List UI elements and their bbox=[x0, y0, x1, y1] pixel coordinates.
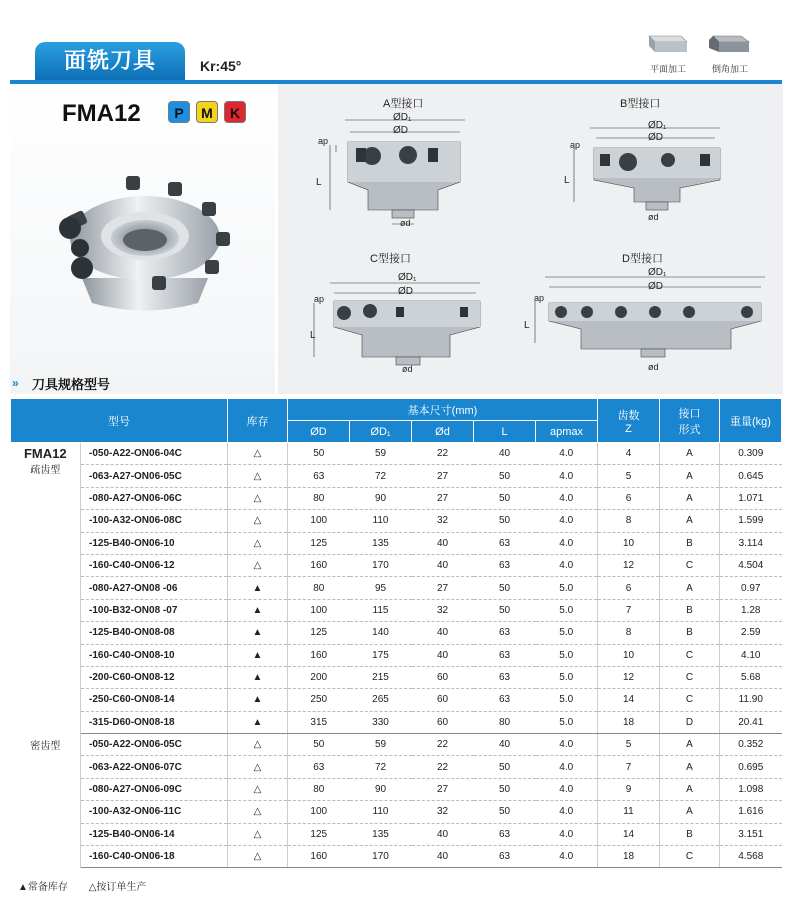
table-row bbox=[11, 510, 782, 532]
D1-cell: 215 bbox=[350, 666, 412, 688]
d-cell: 32 bbox=[412, 599, 474, 621]
drawing-d-bore-label: ød bbox=[648, 362, 659, 372]
z-cell: 14 bbox=[598, 689, 660, 711]
D-cell: 63 bbox=[288, 465, 350, 487]
model-cell: -100-A32-ON06-11C bbox=[81, 801, 228, 823]
d-cell: 40 bbox=[412, 622, 474, 644]
d-cell: 27 bbox=[412, 577, 474, 599]
iface-cell: A bbox=[660, 756, 720, 778]
z-cell: 8 bbox=[598, 622, 660, 644]
iface-cell: C bbox=[660, 846, 720, 868]
w-cell: 0.645 bbox=[720, 465, 782, 487]
table-row bbox=[11, 778, 782, 800]
D1-cell: 110 bbox=[350, 801, 412, 823]
model-cell: -160-C40-ON08-10 bbox=[81, 644, 228, 666]
L-cell: 63 bbox=[474, 823, 536, 845]
chamfer-milling-label: 倒角加工 bbox=[711, 64, 748, 74]
z-cell: 5 bbox=[598, 465, 660, 487]
drawing-a-l-label: L bbox=[316, 177, 322, 188]
header-teeth-line1: 齿数 bbox=[617, 409, 640, 422]
D-cell: 160 bbox=[288, 846, 350, 868]
ap-cell: 5.0 bbox=[536, 689, 598, 711]
model-cell: -160-C40-ON06-18 bbox=[81, 846, 228, 868]
stock-cell: ▲ bbox=[228, 711, 288, 733]
ap-cell: 4.0 bbox=[536, 823, 598, 845]
d-cell: 40 bbox=[412, 532, 474, 554]
iface-cell: A bbox=[660, 734, 720, 756]
D1-cell: 90 bbox=[350, 778, 412, 800]
D-cell: 100 bbox=[288, 599, 350, 621]
D1-cell: 170 bbox=[350, 554, 412, 576]
w-cell: 2.59 bbox=[720, 622, 782, 644]
ap-cell: 5.0 bbox=[536, 644, 598, 666]
legend bbox=[18, 878, 146, 893]
D1-cell: 72 bbox=[350, 756, 412, 778]
d-cell: 22 bbox=[412, 734, 474, 756]
w-cell: 1.28 bbox=[720, 599, 782, 621]
D1-cell: 170 bbox=[350, 846, 412, 868]
w-cell: 1.616 bbox=[720, 801, 782, 823]
z-cell: 8 bbox=[598, 510, 660, 532]
z-cell: 9 bbox=[598, 778, 660, 800]
table-row bbox=[11, 734, 782, 756]
stock-cell: △ bbox=[228, 846, 288, 868]
stock-cell: △ bbox=[228, 465, 288, 487]
stock-cell: △ bbox=[228, 823, 288, 845]
ap-cell: 4.0 bbox=[536, 801, 598, 823]
model-cell: -050-A22-ON06-05C bbox=[81, 734, 228, 756]
stock-cell: △ bbox=[228, 801, 288, 823]
w-cell: 4.568 bbox=[720, 846, 782, 868]
model-cell: -125-B40-ON08-08 bbox=[81, 622, 228, 644]
flat-milling-label: 平面加工 bbox=[649, 64, 686, 74]
D1-cell: 330 bbox=[350, 711, 412, 733]
stock-cell: ▲ bbox=[228, 689, 288, 711]
d-cell: 32 bbox=[412, 510, 474, 532]
D-cell: 80 bbox=[288, 577, 350, 599]
L-cell: 50 bbox=[474, 599, 536, 621]
stock-cell: △ bbox=[228, 756, 288, 778]
ap-cell: 4.0 bbox=[536, 756, 598, 778]
drawing-b-l-label: L bbox=[564, 175, 570, 186]
ap-cell: 4.0 bbox=[536, 846, 598, 868]
drawing-title-d: D型接口 bbox=[622, 253, 663, 265]
spec-table bbox=[10, 398, 782, 868]
d-cell: 27 bbox=[412, 778, 474, 800]
iface-cell: A bbox=[660, 778, 720, 800]
iface-cell: A bbox=[660, 443, 720, 465]
drawing-a-bore-label: ød bbox=[400, 218, 411, 228]
chevron-right-icon: » bbox=[12, 376, 19, 390]
model-cell: -063-A27-ON06-05C bbox=[81, 465, 228, 487]
L-cell: 40 bbox=[474, 443, 536, 465]
drawing-d-l-label: L bbox=[524, 320, 530, 331]
L-cell: 63 bbox=[474, 666, 536, 688]
z-cell: 12 bbox=[598, 666, 660, 688]
table-row bbox=[11, 599, 782, 621]
header-interface bbox=[660, 399, 720, 443]
D1-cell: 59 bbox=[350, 734, 412, 756]
drawing-c-d-label: ØD bbox=[398, 286, 413, 297]
table-row bbox=[11, 465, 782, 487]
series-cell bbox=[11, 734, 81, 868]
d-cell: 40 bbox=[412, 644, 474, 666]
stock-cell: ▲ bbox=[228, 644, 288, 666]
stock-cell: ▲ bbox=[228, 666, 288, 688]
L-cell: 63 bbox=[474, 554, 536, 576]
stock-cell: ▲ bbox=[228, 599, 288, 621]
d-cell: 22 bbox=[412, 443, 474, 465]
drawing-a-interface bbox=[300, 110, 480, 235]
ap-cell: 4.0 bbox=[536, 532, 598, 554]
table-row bbox=[11, 689, 782, 711]
D-cell: 80 bbox=[288, 778, 350, 800]
D1-cell: 59 bbox=[350, 443, 412, 465]
table-row bbox=[11, 666, 782, 688]
model-cell: -200-C60-ON08-12 bbox=[81, 666, 228, 688]
header-interface-line1: 接口 bbox=[678, 407, 701, 420]
header-dims: 基本尺寸(mm) bbox=[288, 399, 598, 421]
header-teeth-line2: Z bbox=[625, 422, 632, 435]
D-cell: 100 bbox=[288, 510, 350, 532]
d-cell: 40 bbox=[412, 823, 474, 845]
w-cell: 0.309 bbox=[720, 443, 782, 465]
D-cell: 50 bbox=[288, 443, 350, 465]
L-cell: 50 bbox=[474, 778, 536, 800]
series-name: FMA12 bbox=[23, 446, 67, 461]
d-cell: 32 bbox=[412, 801, 474, 823]
L-cell: 50 bbox=[474, 510, 536, 532]
material-badge-k: K bbox=[224, 101, 246, 123]
D1-cell: 115 bbox=[350, 599, 412, 621]
w-cell: 0.695 bbox=[720, 756, 782, 778]
L-cell: 63 bbox=[474, 846, 536, 868]
table-row bbox=[11, 711, 782, 733]
w-cell: 5.68 bbox=[720, 666, 782, 688]
w-cell: 3.151 bbox=[720, 823, 782, 845]
D-cell: 80 bbox=[288, 487, 350, 509]
stock-cell: △ bbox=[228, 443, 288, 465]
ap-cell: 4.0 bbox=[536, 510, 598, 532]
ap-cell: 4.0 bbox=[536, 443, 598, 465]
product-name: FMA12 bbox=[62, 100, 141, 127]
stock-cell: △ bbox=[228, 510, 288, 532]
z-cell: 6 bbox=[598, 487, 660, 509]
iface-cell: C bbox=[660, 554, 720, 576]
table-row bbox=[11, 756, 782, 778]
material-badge-m: M bbox=[196, 101, 218, 123]
L-cell: 50 bbox=[474, 577, 536, 599]
L-cell: 50 bbox=[474, 801, 536, 823]
z-cell: 10 bbox=[598, 532, 660, 554]
L-cell: 63 bbox=[474, 622, 536, 644]
drawing-b-d1-label: ØD₁ bbox=[648, 120, 667, 131]
header-d: ØD bbox=[288, 421, 350, 443]
z-cell: 18 bbox=[598, 846, 660, 868]
table-row bbox=[11, 443, 782, 465]
model-cell: -125-B40-ON06-10 bbox=[81, 532, 228, 554]
iface-cell: B bbox=[660, 622, 720, 644]
D-cell: 100 bbox=[288, 801, 350, 823]
table-row bbox=[11, 644, 782, 666]
spec-heading: 刀具规格型号 bbox=[32, 377, 111, 392]
D1-cell: 90 bbox=[350, 487, 412, 509]
w-cell: 1.599 bbox=[720, 510, 782, 532]
model-cell: -080-A27-ON06-09C bbox=[81, 778, 228, 800]
ap-cell: 5.0 bbox=[536, 577, 598, 599]
iface-cell: B bbox=[660, 599, 720, 621]
drawing-d-d1-label: ØD₁ bbox=[648, 267, 667, 278]
ap-cell: 5.0 bbox=[536, 599, 598, 621]
model-cell: -050-A22-ON06-04C bbox=[81, 443, 228, 465]
drawing-a-d1-label: ØD₁ bbox=[393, 112, 412, 123]
L-cell: 63 bbox=[474, 532, 536, 554]
model-cell: -100-A32-ON06-08C bbox=[81, 510, 228, 532]
z-cell: 11 bbox=[598, 801, 660, 823]
ap-cell: 4.0 bbox=[536, 465, 598, 487]
D1-cell: 265 bbox=[350, 689, 412, 711]
table-row bbox=[11, 487, 782, 509]
drawing-c-bore-label: ød bbox=[402, 364, 413, 374]
d-cell: 60 bbox=[412, 689, 474, 711]
w-cell: 11.90 bbox=[720, 689, 782, 711]
table-row bbox=[11, 823, 782, 845]
D1-cell: 135 bbox=[350, 823, 412, 845]
drawing-title-b: B型接口 bbox=[620, 98, 661, 110]
header-l: L bbox=[474, 421, 536, 443]
table-row bbox=[11, 801, 782, 823]
stock-cell: △ bbox=[228, 778, 288, 800]
D-cell: 200 bbox=[288, 666, 350, 688]
header-teeth bbox=[598, 399, 660, 443]
iface-cell: C bbox=[660, 666, 720, 688]
z-cell: 12 bbox=[598, 554, 660, 576]
legend-order: △按订单生产 bbox=[88, 882, 147, 893]
iface-cell: A bbox=[660, 487, 720, 509]
w-cell: 3.114 bbox=[720, 532, 782, 554]
D-cell: 125 bbox=[288, 823, 350, 845]
header-bore: Ød bbox=[412, 421, 474, 443]
model-cell: -080-A27-ON06-06C bbox=[81, 487, 228, 509]
D-cell: 125 bbox=[288, 622, 350, 644]
D-cell: 50 bbox=[288, 734, 350, 756]
model-cell: -250-C60-ON08-14 bbox=[81, 689, 228, 711]
z-cell: 4 bbox=[598, 443, 660, 465]
D1-cell: 110 bbox=[350, 510, 412, 532]
w-cell: 4.504 bbox=[720, 554, 782, 576]
stock-cell: △ bbox=[228, 734, 288, 756]
drawing-title-c: C型接口 bbox=[370, 253, 411, 265]
drawing-d-d-label: ØD bbox=[648, 281, 663, 292]
w-cell: 1.098 bbox=[720, 778, 782, 800]
flat-milling-icon bbox=[643, 30, 691, 54]
L-cell: 63 bbox=[474, 644, 536, 666]
d-cell: 40 bbox=[412, 554, 474, 576]
table-row bbox=[11, 532, 782, 554]
z-cell: 7 bbox=[598, 756, 660, 778]
d-cell: 27 bbox=[412, 465, 474, 487]
L-cell: 80 bbox=[474, 711, 536, 733]
d-cell: 27 bbox=[412, 487, 474, 509]
iface-cell: A bbox=[660, 801, 720, 823]
header-ap: apmax bbox=[536, 421, 598, 443]
face-mill-photo bbox=[40, 168, 250, 318]
stock-cell: ▲ bbox=[228, 622, 288, 644]
header-d1: ØD₁ bbox=[350, 421, 412, 443]
D1-cell: 140 bbox=[350, 622, 412, 644]
table-row bbox=[11, 577, 782, 599]
iface-cell: B bbox=[660, 823, 720, 845]
ap-cell: 4.0 bbox=[536, 734, 598, 756]
table-row bbox=[11, 846, 782, 868]
D1-cell: 175 bbox=[350, 644, 412, 666]
L-cell: 63 bbox=[474, 689, 536, 711]
page-title: 面铣刀具 bbox=[35, 42, 185, 80]
d-cell: 22 bbox=[412, 756, 474, 778]
series-type: 密齿型 bbox=[30, 740, 61, 752]
drawing-c-l-label: L bbox=[310, 330, 316, 341]
w-cell: 4.10 bbox=[720, 644, 782, 666]
D-cell: 63 bbox=[288, 756, 350, 778]
model-cell: -125-B40-ON06-14 bbox=[81, 823, 228, 845]
model-cell: -080-A27-ON08 -06 bbox=[81, 577, 228, 599]
D1-cell: 72 bbox=[350, 465, 412, 487]
drawing-c-d1-label: ØD₁ bbox=[398, 272, 417, 283]
L-cell: 50 bbox=[474, 756, 536, 778]
iface-cell: A bbox=[660, 465, 720, 487]
header-stock: 库存 bbox=[228, 399, 288, 443]
header-interface-line2: 形式 bbox=[678, 423, 701, 436]
L-cell: 50 bbox=[474, 487, 536, 509]
D1-cell: 95 bbox=[350, 577, 412, 599]
D-cell: 160 bbox=[288, 554, 350, 576]
ap-cell: 4.0 bbox=[536, 778, 598, 800]
D-cell: 315 bbox=[288, 711, 350, 733]
header-weight: 重量(kg) bbox=[720, 399, 782, 443]
D-cell: 160 bbox=[288, 644, 350, 666]
L-cell: 50 bbox=[474, 465, 536, 487]
w-cell: 0.352 bbox=[720, 734, 782, 756]
iface-cell: D bbox=[660, 711, 720, 733]
w-cell: 20.41 bbox=[720, 711, 782, 733]
d-cell: 40 bbox=[412, 846, 474, 868]
iface-cell: B bbox=[660, 532, 720, 554]
drawing-b-d-label: ØD bbox=[648, 132, 663, 143]
z-cell: 6 bbox=[598, 577, 660, 599]
ap-cell: 5.0 bbox=[536, 666, 598, 688]
d-cell: 60 bbox=[412, 711, 474, 733]
drawing-title-a: A型接口 bbox=[383, 98, 424, 110]
approach-angle-label: Kr:45° bbox=[200, 58, 242, 74]
drawing-b-ap-label: ap bbox=[570, 140, 581, 150]
model-cell: -063-A22-ON06-07C bbox=[81, 756, 228, 778]
stock-cell: △ bbox=[228, 532, 288, 554]
series-type: 疏齿型 bbox=[30, 465, 61, 476]
d-cell: 60 bbox=[412, 666, 474, 688]
material-badge-p: P bbox=[168, 101, 190, 123]
z-cell: 5 bbox=[598, 734, 660, 756]
D1-cell: 135 bbox=[350, 532, 412, 554]
model-cell: -100-B32-ON08 -07 bbox=[81, 599, 228, 621]
iface-cell: C bbox=[660, 689, 720, 711]
stock-cell: △ bbox=[228, 487, 288, 509]
w-cell: 0.97 bbox=[720, 577, 782, 599]
D-cell: 250 bbox=[288, 689, 350, 711]
drawing-d-ap-label: ap bbox=[534, 293, 545, 303]
legend-stock: ▲常备库存 bbox=[18, 882, 68, 893]
ap-cell: 4.0 bbox=[536, 554, 598, 576]
stock-cell: △ bbox=[228, 554, 288, 576]
ap-cell: 5.0 bbox=[536, 622, 598, 644]
iface-cell: C bbox=[660, 644, 720, 666]
stock-cell: ▲ bbox=[228, 577, 288, 599]
series-cell bbox=[11, 443, 81, 734]
ap-cell: 5.0 bbox=[536, 711, 598, 733]
ap-cell: 4.0 bbox=[536, 487, 598, 509]
drawing-a-d-label: ØD bbox=[393, 125, 408, 136]
z-cell: 7 bbox=[598, 599, 660, 621]
table-row bbox=[11, 554, 782, 576]
drawing-a-ap-label: ap bbox=[318, 136, 329, 146]
z-cell: 14 bbox=[598, 823, 660, 845]
D-cell: 125 bbox=[288, 532, 350, 554]
z-cell: 10 bbox=[598, 644, 660, 666]
table-row bbox=[11, 622, 782, 644]
w-cell: 1.071 bbox=[720, 487, 782, 509]
z-cell: 18 bbox=[598, 711, 660, 733]
iface-cell: A bbox=[660, 577, 720, 599]
model-cell: -315-D60-ON08-18 bbox=[81, 711, 228, 733]
drawing-b-bore-label: ød bbox=[648, 212, 659, 222]
iface-cell: A bbox=[660, 510, 720, 532]
header-model: 型号 bbox=[11, 399, 228, 443]
drawing-c-ap-label: ap bbox=[314, 294, 325, 304]
L-cell: 40 bbox=[474, 734, 536, 756]
model-cell: -160-C40-ON06-12 bbox=[81, 554, 228, 576]
chamfer-milling-icon bbox=[705, 30, 753, 54]
